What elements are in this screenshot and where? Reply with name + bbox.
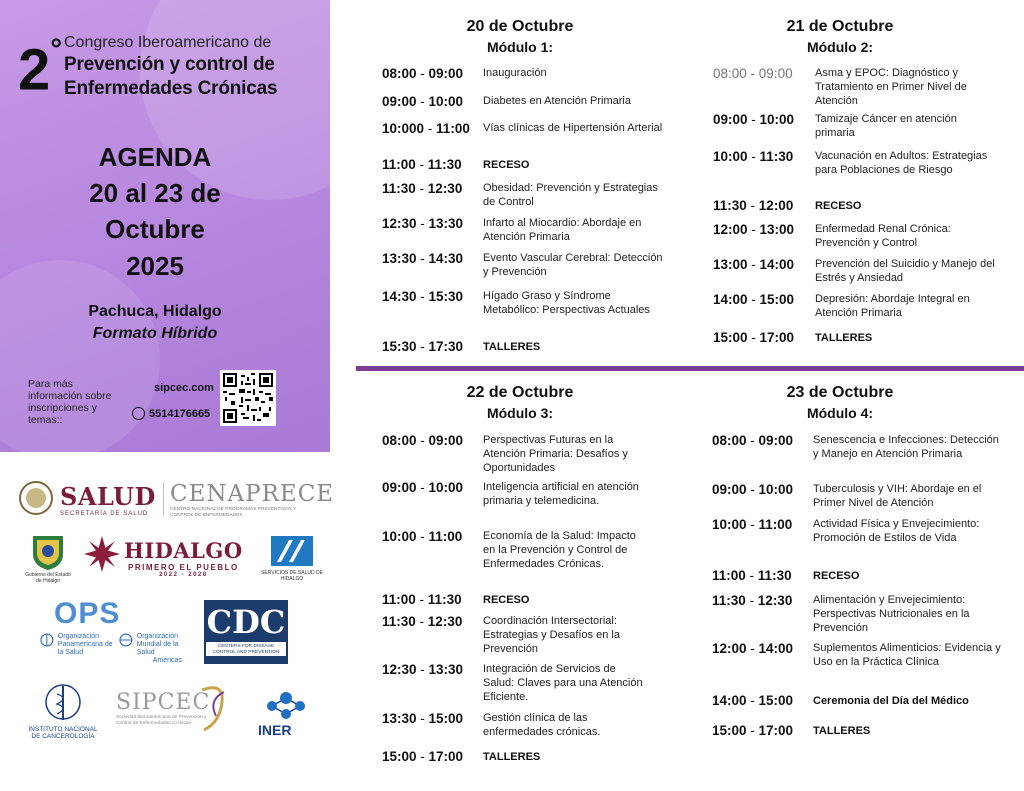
session-start: 12:00 bbox=[713, 222, 748, 237]
session-topic: TALLERES bbox=[813, 725, 871, 737]
session-start: 11:30 bbox=[382, 614, 416, 629]
session-topic: Integración de Servicios de Salud: Claves para una Atención Eficiente. bbox=[483, 663, 643, 703]
iner-molecule-icon bbox=[258, 690, 314, 722]
session-time: 10:00 - 11:00 bbox=[382, 529, 463, 544]
session-time: 15:00 - 17:00 bbox=[712, 723, 794, 738]
session-time: 09:00 - 10:00 bbox=[712, 482, 794, 497]
session-start: 09:00 bbox=[712, 482, 747, 497]
session-topic: Suplementos Alimenticios: Evidencia y Uso en la Práctica Clínica bbox=[813, 642, 1001, 668]
salud-subtitle: SECRETARÍA DE SALUD bbox=[60, 511, 149, 517]
session-start: 10:00 bbox=[382, 529, 417, 544]
session-topic: Inteligencia artificial en atención primaria y telemedicina. bbox=[483, 481, 639, 507]
session-topic: TALLERES bbox=[483, 341, 541, 353]
session-end: 13:30 bbox=[428, 662, 464, 677]
session-end: 12:30 bbox=[427, 181, 463, 196]
day-date: 23 de Octubre bbox=[786, 384, 894, 401]
session-end: 12:00 bbox=[758, 198, 794, 213]
session-time: 08:00 - 09:00 bbox=[382, 66, 464, 81]
sipcec-emblem-icon bbox=[194, 682, 234, 734]
header-panel bbox=[0, 0, 330, 452]
session-start: 13:30 bbox=[382, 251, 417, 266]
session-start: 15:00 bbox=[382, 749, 417, 764]
session-end: 15:00 bbox=[428, 711, 464, 726]
session-time: 14:30 - 15:30 bbox=[382, 289, 464, 304]
session-time: 09:00 - 10:00 bbox=[382, 94, 464, 109]
servicios-salud-icon bbox=[267, 534, 317, 570]
session-time: 11:00 - 11:30 bbox=[382, 157, 462, 172]
session-end: 09:00 bbox=[758, 433, 794, 448]
session-end: 11:30 bbox=[427, 157, 462, 172]
session-time: 11:30 - 12:30 bbox=[712, 593, 793, 608]
session-time: 09:00 - 10:00 bbox=[713, 112, 795, 127]
hidalgo-name: HIDALGO bbox=[124, 538, 243, 563]
session-time: 15:30 - 17:30 bbox=[382, 339, 464, 354]
session-time: 15:00 - 17:00 bbox=[382, 749, 464, 764]
mexico-seal-icon bbox=[18, 480, 54, 516]
session-end: 11:00 bbox=[428, 529, 463, 544]
session-topic: Prevención del Suicidio y Manejo del Estrés y Ansiedad bbox=[815, 258, 995, 284]
session-time: 09:00 - 10:00 bbox=[382, 480, 464, 495]
session-time: 12:30 - 13:30 bbox=[382, 216, 464, 231]
congress-number: 2° bbox=[18, 33, 63, 103]
iner-logo bbox=[258, 690, 318, 738]
qr-code-icon bbox=[223, 373, 273, 423]
servicios-salud-hidalgo-logo bbox=[257, 534, 327, 582]
session-topic: Hígado Graso y Síndrome Metabólico: Perspectivas Actuales bbox=[483, 290, 650, 316]
session-start: 12:00 bbox=[712, 641, 747, 656]
session-end: 12:30 bbox=[427, 614, 463, 629]
who-globe-icon bbox=[119, 633, 133, 647]
day-header bbox=[750, 384, 930, 421]
agenda-title: AGENDA bbox=[98, 142, 212, 172]
servicios-subtitle: SERVICIOS DE SALUD DE HIDALGO bbox=[261, 570, 323, 582]
session-topic: RECESO bbox=[813, 570, 860, 582]
session-start: 10:000 bbox=[382, 121, 425, 136]
session-end: 12:30 bbox=[757, 593, 793, 608]
session-time: 13:30 - 15:00 bbox=[382, 711, 464, 726]
session-time: 14:00 - 15:00 bbox=[713, 292, 795, 307]
session-topic: Senescencia e Infecciones: Detección y Manejo en Atención Primaria bbox=[813, 434, 999, 460]
session-end: 10:00 bbox=[428, 480, 464, 495]
cdc-name: CDC bbox=[206, 603, 286, 641]
section-divider bbox=[356, 366, 1024, 371]
cenaprece-subtitle: CENTRO NACIONAL DE PROGRAMAS PREVENTIVOS Y CONTROL DE ENFERMEDADES bbox=[170, 507, 297, 518]
session-end: 10:00 bbox=[759, 112, 795, 127]
session-topic: Actividad Física y Envejecimiento: Promoción de Estilos de Vida bbox=[813, 518, 980, 544]
session-time: 14:00 - 15:00 bbox=[712, 693, 794, 708]
session-time: 11:00 - 11:30 bbox=[712, 568, 792, 583]
logo-divider bbox=[163, 482, 164, 516]
sipcec-logo bbox=[116, 690, 244, 727]
session-end: 14:00 bbox=[758, 641, 794, 656]
congress-title-line1: Congreso Iberoamericano de bbox=[64, 34, 272, 51]
session-start: 09:00 bbox=[713, 112, 748, 127]
day-module: Módulo 3: bbox=[486, 405, 554, 421]
location: Pachuca, Hidalgo bbox=[88, 303, 222, 320]
session-topic: RECESO bbox=[483, 159, 530, 171]
session-start: 11:00 bbox=[712, 568, 746, 583]
session-start: 13:30 bbox=[382, 711, 417, 726]
ops-subtitle-3: Américas bbox=[152, 657, 182, 664]
session-time: 12:00 - 13:00 bbox=[713, 222, 795, 237]
session-start: 12:30 bbox=[382, 662, 417, 677]
session-end: 17:00 bbox=[428, 749, 464, 764]
day-date: 21 de Octubre bbox=[786, 18, 894, 35]
session-start: 11:00 bbox=[382, 157, 416, 172]
cenaprece-name: CENAPRECE bbox=[170, 481, 335, 507]
session-topic: Ceremonia del Día del Médico bbox=[813, 695, 969, 707]
session-start: 09:00 bbox=[382, 480, 417, 495]
session-time: 12:30 - 13:30 bbox=[382, 662, 464, 677]
session-time: 13:30 - 14:30 bbox=[382, 251, 464, 266]
session-topic: RECESO bbox=[815, 200, 862, 212]
session-topic: Vacunación en Adultos: Estrategias para Poblaciones de Riesgo bbox=[815, 150, 988, 176]
incan-logo bbox=[26, 682, 100, 740]
session-topic: Vías clínicas de Hipertensión Arterial bbox=[483, 122, 663, 134]
session-start: 15:00 bbox=[712, 723, 747, 738]
agenda-dates-line3: 2025 bbox=[126, 251, 184, 281]
session-end: 15:00 bbox=[759, 292, 795, 307]
phone-number: 5514176665 bbox=[149, 407, 211, 420]
day-module: Módulo 1: bbox=[486, 39, 554, 55]
session-end: 11:30 bbox=[427, 592, 462, 607]
day-module: Módulo 2: bbox=[806, 39, 874, 55]
session-topic: Enfermedad Renal Crónica: Prevención y Control bbox=[815, 223, 951, 249]
ops-subtitle-1: Organización Panamericana de la Salud bbox=[57, 633, 113, 656]
cenaprece-logo bbox=[170, 481, 335, 519]
session-time: 08:00 - 09:00 bbox=[713, 66, 793, 81]
event-format: Formato Híbrido bbox=[92, 325, 218, 342]
congress-title-line3: Enfermedades Crónicas bbox=[64, 78, 278, 99]
session-end: 11:30 bbox=[757, 568, 792, 583]
phone-contact[interactable] bbox=[132, 407, 210, 420]
session-start: 11:30 bbox=[382, 181, 416, 196]
session-start: 11:30 bbox=[713, 198, 747, 213]
day-header bbox=[750, 18, 930, 55]
agenda-dates-line2: Octubre bbox=[105, 214, 205, 244]
session-time: 15:00 - 17:00 bbox=[713, 330, 795, 345]
congress-title-line2: Prevención y control de bbox=[64, 54, 275, 75]
sipcec-subtitle: Sociedad Iberoamericana de Prevención y Control de Enfermedades Crónicas bbox=[116, 715, 207, 726]
session-time: 11:00 - 11:30 bbox=[382, 592, 462, 607]
paho-globe-icon bbox=[40, 633, 54, 647]
session-end: 11:00 bbox=[758, 517, 793, 532]
session-end: 09:00 bbox=[758, 66, 793, 81]
session-end: 17:00 bbox=[759, 330, 795, 345]
ops-logo bbox=[40, 597, 190, 665]
session-topic: Coordinación Intersectorial: Estrategias y Desafíos en la Prevención bbox=[483, 615, 620, 655]
session-end: 10:00 bbox=[758, 482, 794, 497]
session-end: 15:30 bbox=[428, 289, 464, 304]
session-end: 10:00 bbox=[428, 94, 464, 109]
session-start: 15:00 bbox=[713, 330, 748, 345]
session-topic: Inauguración bbox=[483, 67, 547, 79]
session-end: 14:00 bbox=[759, 257, 795, 272]
cdc-subtitle: CENTERS FOR DISEASE CONTROL AND PREVENTION bbox=[206, 642, 286, 656]
session-start: 08:00 bbox=[713, 66, 747, 81]
session-end: 14:30 bbox=[428, 251, 464, 266]
session-start: 09:00 bbox=[382, 94, 417, 109]
info-text: Para más información sobre inscripciones y temas:: bbox=[28, 378, 112, 426]
hidalgo-years: 2022 - 2028 bbox=[159, 572, 208, 578]
session-start: 14:00 bbox=[713, 292, 748, 307]
session-time: 10:000 - 11:00 bbox=[382, 121, 470, 136]
session-start: 11:30 bbox=[712, 593, 746, 608]
session-topic: Asma y EPOC: Diagnóstico y Tratamiento en Primer Nivel de Atención bbox=[815, 67, 967, 107]
ops-subtitle-2: Organización Mundial de la Salud bbox=[136, 633, 179, 656]
session-time: 12:00 - 14:00 bbox=[712, 641, 794, 656]
session-start: 08:00 bbox=[382, 433, 417, 448]
salud-name: SALUD bbox=[60, 482, 156, 511]
sipcec-name: SIPCEC bbox=[116, 690, 211, 715]
session-time: 11:30 - 12:00 bbox=[713, 198, 794, 213]
session-start: 14:00 bbox=[712, 693, 747, 708]
hidalgo-shield-icon bbox=[28, 532, 68, 572]
session-end: 17:00 bbox=[758, 723, 794, 738]
session-topic: TALLERES bbox=[483, 751, 541, 763]
session-end: 11:30 bbox=[759, 149, 794, 164]
day-header bbox=[430, 18, 610, 55]
incan-subtitle: INSTITUTO NACIONAL DE CANCEROLOGÍA bbox=[28, 726, 98, 740]
incan-caduceus-icon bbox=[43, 682, 83, 726]
cdc-logo bbox=[204, 600, 288, 664]
session-topic: Evento Vascular Cerebral: Detección y Prevención bbox=[483, 252, 663, 278]
whatsapp-icon bbox=[132, 407, 145, 420]
session-topic: Depresión: Abordaje Integral en Atención Primaria bbox=[815, 293, 970, 319]
session-topic: Diabetes en Atención Primaria bbox=[483, 95, 631, 107]
day-header bbox=[430, 384, 610, 421]
session-end: 09:00 bbox=[428, 66, 464, 81]
session-time: 11:30 - 12:30 bbox=[382, 614, 463, 629]
session-start: 12:30 bbox=[382, 216, 417, 231]
session-topic: Tamizaje Cáncer en atención primaria bbox=[815, 113, 957, 139]
session-topic: Perspectivas Futuras en la Atención Primaria: Desafíos y Oportunidades bbox=[483, 434, 628, 474]
session-end: 11:00 bbox=[436, 121, 470, 136]
session-end: 13:30 bbox=[428, 216, 464, 231]
session-start: 14:30 bbox=[382, 289, 417, 304]
session-start: 10:00 bbox=[713, 149, 748, 164]
session-topic: Obesidad: Prevención y Estrategias de Control bbox=[483, 182, 658, 208]
session-time: 08:00 - 09:00 bbox=[712, 433, 794, 448]
session-time: 13:00 - 14:00 bbox=[713, 257, 795, 272]
session-start: 15:30 bbox=[382, 339, 417, 354]
session-topic: Alimentación y Envejecimiento: Perspectivas Nutricionales en la Prevención bbox=[813, 594, 970, 634]
session-start: 11:00 bbox=[382, 592, 416, 607]
session-end: 13:00 bbox=[759, 222, 795, 237]
website-link[interactable]: sipcec.com bbox=[154, 382, 214, 394]
session-topic: Economía de la Salud: Impacto en la Prevención y Control de Enfermedades Crónicas. bbox=[483, 530, 636, 570]
day-date: 22 de Octubre bbox=[466, 384, 574, 401]
session-start: 13:00 bbox=[713, 257, 748, 272]
session-time: 11:30 - 12:30 bbox=[382, 181, 463, 196]
session-topic: Tuberculosis y VIH: Abordaje en el Primer Nivel de Atención bbox=[813, 483, 982, 509]
hidalgo-star-icon bbox=[84, 536, 120, 572]
iner-name: INER bbox=[258, 722, 292, 738]
session-end: 17:30 bbox=[428, 339, 464, 354]
session-time: 08:00 - 09:00 bbox=[382, 433, 464, 448]
session-topic: TALLERES bbox=[815, 332, 873, 344]
session-end: 15:00 bbox=[758, 693, 794, 708]
session-topic: Infarto al Miocardio: Abordaje en Atención Primaria bbox=[483, 217, 642, 243]
agenda-dates-line1: 20 al 23 de bbox=[89, 178, 221, 208]
day-date: 20 de Octubre bbox=[466, 18, 574, 35]
session-end: 09:00 bbox=[428, 433, 464, 448]
session-time: 10:00 - 11:00 bbox=[712, 517, 793, 532]
gobierno-hidalgo-logo bbox=[24, 532, 72, 584]
qr-code[interactable] bbox=[220, 370, 276, 426]
session-start: 08:00 bbox=[712, 433, 747, 448]
session-time: 10:00 - 11:30 bbox=[713, 149, 794, 164]
gobierno-subtitle: Gobierno del Estado de Hidalgo bbox=[25, 572, 71, 584]
hidalgo-slogan: PRIMERO EL PUEBLO bbox=[127, 563, 239, 572]
day-module: Módulo 4: bbox=[806, 405, 874, 421]
session-topic: Gestión clínica de las enfermedades crónicas. bbox=[483, 712, 601, 738]
session-start: 08:00 bbox=[382, 66, 417, 81]
ops-name: OPS bbox=[54, 597, 121, 630]
session-start: 10:00 bbox=[712, 517, 747, 532]
session-topic: RECESO bbox=[483, 594, 530, 606]
